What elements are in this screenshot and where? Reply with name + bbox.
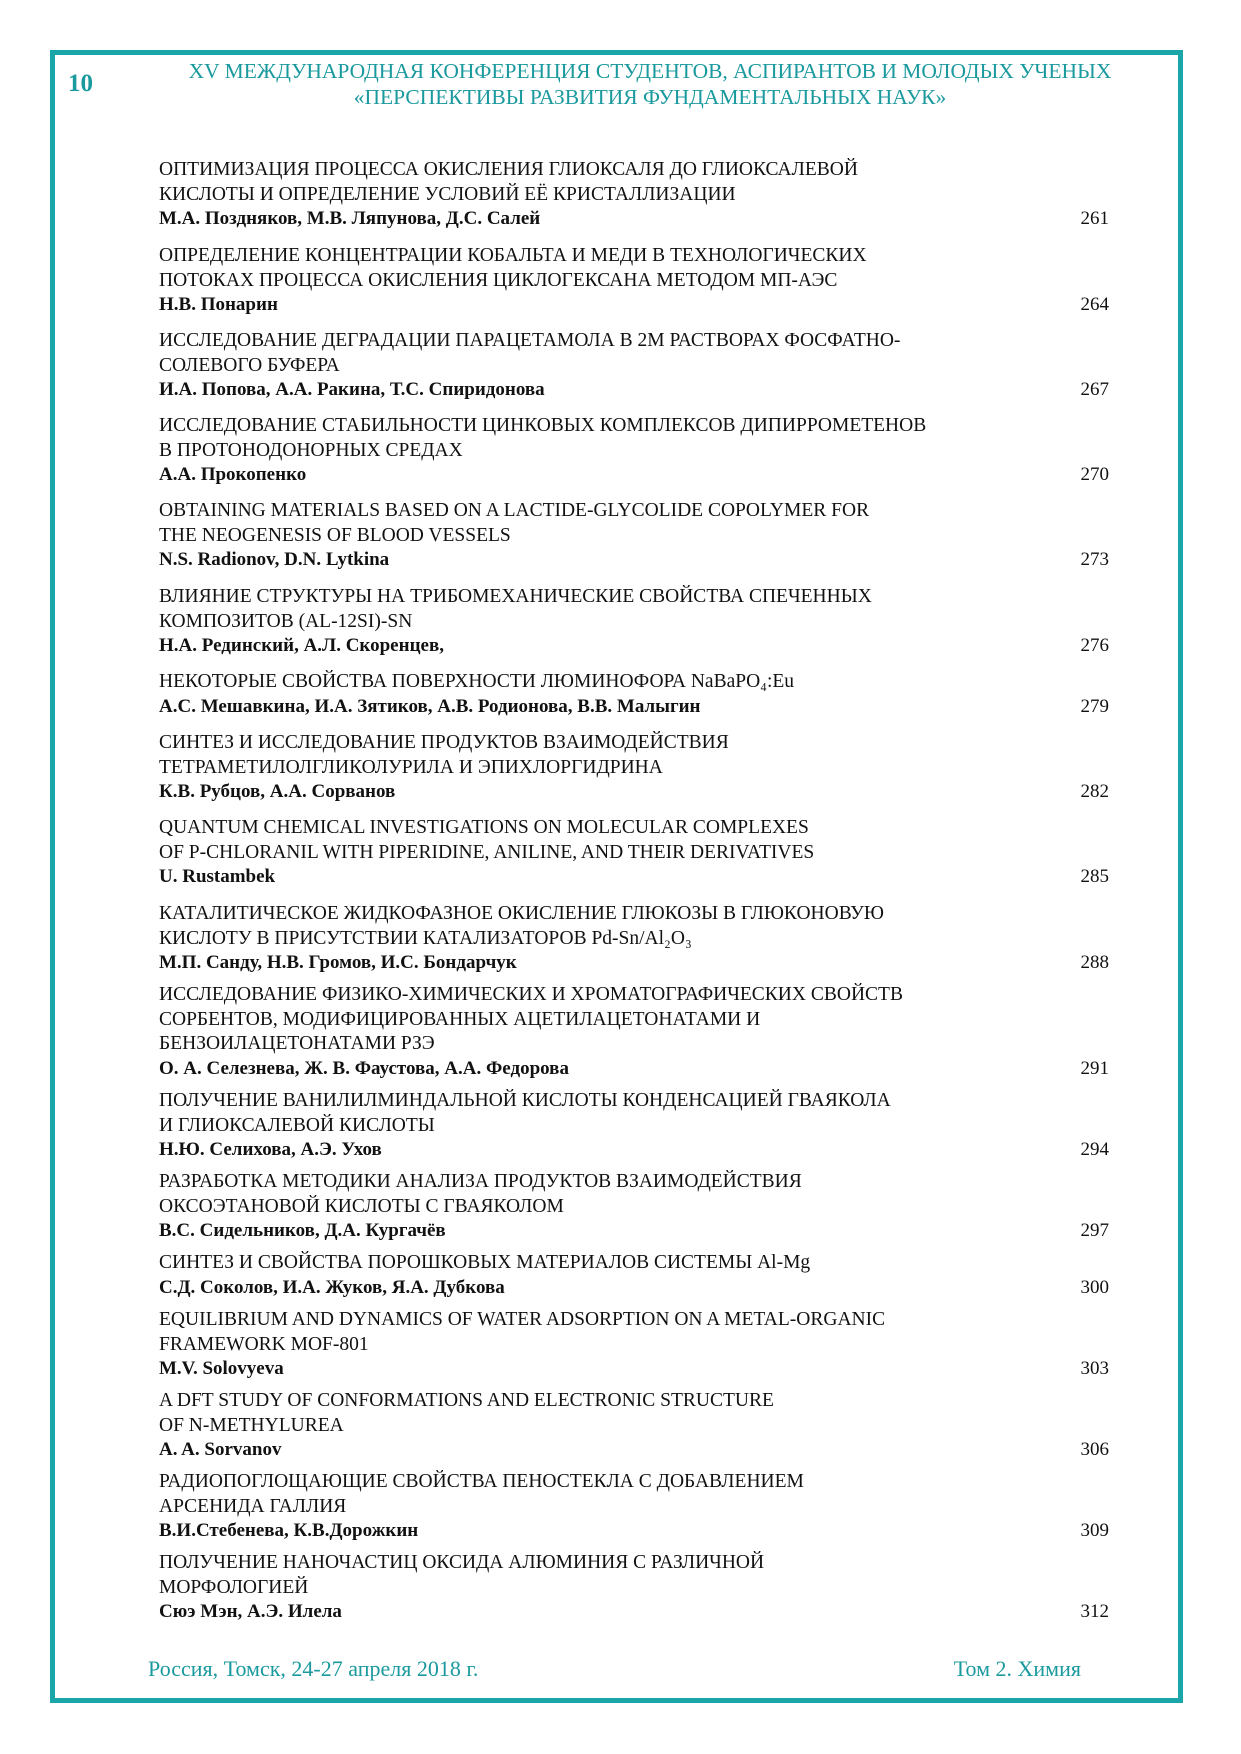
toc-entry bbox=[159, 1551, 1109, 1624]
conference-header bbox=[130, 58, 1170, 110]
entry-authors: В.И.Стебенева, К.В.Дорожкин bbox=[159, 1520, 419, 1541]
entry-page-number: 264 bbox=[1080, 294, 1109, 315]
toc-entry bbox=[159, 1470, 1109, 1543]
entry-page-number: 294 bbox=[1080, 1139, 1109, 1160]
entry-authors: И.А. Попова, А.А. Ракина, Т.С. Спиридонова bbox=[159, 379, 545, 400]
entry-title-line: В ПРОТОНОДОНОРНЫХ СРЕДАХ bbox=[159, 439, 463, 461]
entry-title-line: РАДИОПОГЛОЩАЮЩИЕ СВОЙСТВА ПЕНОСТЕКЛА С ДОБАВЛЕНИЕМ bbox=[159, 1471, 804, 1492]
entry-title-line: ИССЛЕДОВАНИЕ ДЕГРАДАЦИИ ПАРАЦЕТАМОЛА В 2М РАСТВОРАХ ФОСФАТНО- bbox=[159, 330, 901, 351]
entry-authors: К.В. Рубцов, А.А. Сорванов bbox=[159, 781, 396, 802]
entry-authors: М.А. Поздняков, М.В. Ляпунова, Д.С. Салей bbox=[159, 208, 541, 229]
entry-page-number: 288 bbox=[1080, 952, 1109, 973]
entry-authors: С.Д. Соколов, И.А. Жуков, Я.А. Дубкова bbox=[159, 1276, 505, 1298]
entry-title-line: ПОЛУЧЕНИЕ НАНОЧАСТИЦ ОКСИДА АЛЮМИНИЯ С РАЗЛИЧНОЙ bbox=[159, 1552, 765, 1573]
entry-title-line: EQUILIBRIUM AND DYNAMICS OF WATER ADSORPTION ON A METAL-ORGANIC bbox=[159, 1309, 886, 1330]
toc-entry bbox=[159, 902, 1109, 975]
entry-title-line: АРСЕНИДА ГАЛЛИЯ bbox=[159, 1495, 347, 1517]
entry-title-line: A DFT STUDY OF CONFORMATIONS AND ELECTRONIC STRUCTURE bbox=[159, 1390, 774, 1411]
toc-entry bbox=[159, 1089, 1109, 1162]
header-line-1: XV МЕЖДУНАРОДНАЯ КОНФЕРЕНЦИЯ СТУДЕНТОВ, АСПИРАНТОВ И МОЛОДЫХ УЧЕНЫХ bbox=[188, 59, 1112, 83]
entry-page-number: 282 bbox=[1080, 781, 1109, 802]
entry-page-number: 291 bbox=[1080, 1057, 1109, 1079]
entry-page-number: 312 bbox=[1080, 1601, 1109, 1622]
entry-title-line: ИССЛЕДОВАНИЕ ФИЗИКО-ХИМИЧЕСКИХ И ХРОМАТОГРАФИЧЕСКИХ СВОЙСТВ bbox=[159, 984, 903, 1005]
toc-entry bbox=[159, 816, 1109, 889]
entry-authors: Н.Ю. Селихова, А.Э. Ухов bbox=[159, 1139, 382, 1160]
toc-entry bbox=[159, 983, 1109, 1081]
entry-page-number: 267 bbox=[1080, 379, 1109, 400]
footer-location: Россия, Томск, 24-27 апреля 2018 г. bbox=[148, 1656, 479, 1681]
entry-title-line: НЕКОТОРЫЕ СВОЙСТВА ПОВЕРХНОСТИ ЛЮМИНОФОРА NaBaPO₄:Eu bbox=[159, 671, 795, 692]
toc-entry bbox=[159, 1251, 1109, 1300]
toc-entry bbox=[159, 585, 1109, 658]
entry-title-line: И ГЛИОКСАЛЕВОЙ КИСЛОТЫ bbox=[159, 1114, 435, 1136]
entry-title-line: THE NEOGENESIS OF BLOOD VESSELS bbox=[159, 524, 511, 546]
entry-page-number: 303 bbox=[1080, 1358, 1109, 1379]
entry-page-number: 300 bbox=[1080, 1276, 1109, 1298]
entry-authors: A. A. Sorvanov bbox=[159, 1439, 282, 1460]
entry-title-line: СИНТЕЗ И ИССЛЕДОВАНИЕ ПРОДУКТОВ ВЗАИМОДЕЙСТВИЯ bbox=[159, 732, 729, 753]
footer-volume: Том 2. Химия bbox=[953, 1656, 1081, 1681]
page-number: 10 bbox=[68, 70, 93, 97]
entry-authors: М.П. Санду, Н.В. Громов, И.С. Бондарчук bbox=[159, 952, 517, 973]
entry-title-line: КОМПОЗИТОВ (AL-12SI)-SN bbox=[159, 610, 413, 632]
entry-authors: U. Rustambek bbox=[159, 866, 276, 887]
entry-title-line: СИНТЕЗ И СВОЙСТВА ПОРОШКОВЫХ МАТЕРИАЛОВ СИСТЕМЫ Al-Mg bbox=[159, 1252, 811, 1273]
entry-title-line: QUANTUM CHEMICAL INVESTIGATIONS ON MOLECULAR COMPLEXES bbox=[159, 817, 809, 838]
entry-title-line: ОКСОЭТАНОВОЙ КИСЛОТЫ С ГВАЯКОЛОМ bbox=[159, 1195, 564, 1217]
entry-page-number: 297 bbox=[1080, 1220, 1109, 1241]
entry-authors: А.С. Мешавкина, И.А. Зятиков, А.В. Родионова, В.В. Малыгин bbox=[159, 695, 701, 717]
toc-entry bbox=[159, 414, 1109, 487]
entry-title-line: ОПТИМИЗАЦИЯ ПРОЦЕССА ОКИСЛЕНИЯ ГЛИОКСАЛЯ ДО ГЛИОКСАЛЕВОЙ bbox=[159, 159, 858, 180]
entry-title-line: КИСЛОТУ В ПРИСУТСТВИИ КАТАЛИЗАТОРОВ Pd-Sn/Al₂O₃ bbox=[159, 927, 692, 949]
toc-entry bbox=[159, 158, 1109, 231]
toc-entry bbox=[159, 1170, 1109, 1243]
entry-title-line: КИСЛОТЫ И ОПРЕДЕЛЕНИЕ УСЛОВИЙ ЕЁ КРИСТАЛЛИЗАЦИИ bbox=[159, 183, 736, 205]
toc-entry bbox=[159, 244, 1109, 317]
entry-title-line: КАТАЛИТИЧЕСКОЕ ЖИДКОФАЗНОЕ ОКИСЛЕНИЕ ГЛЮКОЗЫ В ГЛЮКОНОВУЮ bbox=[159, 903, 884, 924]
entry-page-number: 273 bbox=[1080, 549, 1109, 570]
entry-authors: В.С. Сидельников, Д.А. Кургачёв bbox=[159, 1220, 446, 1241]
entry-authors: А.А. Прокопенко bbox=[159, 464, 307, 485]
entry-title-line: БЕНЗОИЛАЦЕТОНАТАМИ РЗЭ bbox=[159, 1033, 435, 1054]
entry-title-line: FRAMEWORK MOF-801 bbox=[159, 1333, 369, 1355]
entry-title-line: РАЗРАБОТКА МЕТОДИКИ АНАЛИЗА ПРОДУКТОВ ВЗАИМОДЕЙСТВИЯ bbox=[159, 1171, 802, 1192]
entry-title-line: OF N-METHYLUREA bbox=[159, 1414, 344, 1436]
toc-entry bbox=[159, 731, 1109, 804]
entry-authors: N.S. Radionov, D.N. Lytkina bbox=[159, 549, 390, 570]
entry-authors: О. А. Селезнева, Ж. В. Фаустова, А.А. Федорова bbox=[159, 1057, 569, 1079]
toc-entry bbox=[159, 499, 1109, 572]
entry-title-line: ПОТОКАХ ПРОЦЕССА ОКИСЛЕНИЯ ЦИКЛОГЕКСАНА МЕТОДОМ МП-АЭС bbox=[159, 269, 838, 291]
entry-page-number: 270 bbox=[1080, 464, 1109, 485]
toc-entry bbox=[159, 670, 1109, 719]
entry-page-number: 285 bbox=[1080, 866, 1109, 887]
toc-entry bbox=[159, 1308, 1109, 1381]
entry-page-number: 261 bbox=[1080, 208, 1109, 229]
entry-authors: Н.В. Понарин bbox=[159, 294, 278, 315]
entry-title-line: ТЕТРАМЕТИЛОЛГЛИКОЛУРИЛА И ЭПИХЛОРГИДРИНА bbox=[159, 756, 663, 778]
entry-authors: Сюэ Мэн, А.Э. Илела bbox=[159, 1601, 342, 1622]
entry-authors: Н.А. Рединский, А.Л. Скоренцев, bbox=[159, 635, 444, 656]
entry-page-number: 279 bbox=[1080, 695, 1109, 717]
entry-page-number: 306 bbox=[1080, 1439, 1109, 1460]
entry-authors: M.V. Solovyeva bbox=[159, 1358, 284, 1379]
entry-title-line: ПОЛУЧЕНИЕ ВАНИЛИЛМИНДАЛЬНОЙ КИСЛОТЫ КОНДЕНСАЦИЕЙ ГВАЯКОЛА bbox=[159, 1090, 891, 1111]
entry-title-line: МОРФОЛОГИЕЙ bbox=[159, 1576, 309, 1598]
entry-title-line: OBTAINING MATERIALS BASED ON A LACTIDE-GLYCOLIDE COPOLYMER FOR bbox=[159, 500, 870, 521]
toc-entry bbox=[159, 1389, 1109, 1462]
entry-title-line: ВЛИЯНИЕ СТРУКТУРЫ НА ТРИБОМЕХАНИЧЕСКИЕ СВОЙСТВА СПЕЧЕННЫХ bbox=[159, 586, 872, 607]
entry-page-number: 309 bbox=[1080, 1520, 1109, 1541]
entry-title-line: ОПРЕДЕЛЕНИЕ КОНЦЕНТРАЦИИ КОБАЛЬТА И МЕДИ В ТЕХНОЛОГИЧЕСКИХ bbox=[159, 245, 867, 266]
header-line-2: «ПЕРСПЕКТИВЫ РАЗВИТИЯ ФУНДАМЕНТАЛЬНЫХ НАУК» bbox=[353, 85, 947, 109]
entry-title-line: OF P-CHLORANIL WITH PIPERIDINE, ANILINE, AND THEIR DERIVATIVES bbox=[159, 841, 815, 863]
toc-entry bbox=[159, 329, 1109, 402]
entry-title-line: СОРБЕНТОВ, МОДИФИЦИРОВАННЫХ АЦЕТИЛАЦЕТОНАТАМИ И bbox=[159, 1008, 761, 1030]
entry-title-line: ИССЛЕДОВАНИЕ СТАБИЛЬНОСТИ ЦИНКОВЫХ КОМПЛЕКСОВ ДИПИРРОМЕТЕНОВ bbox=[159, 415, 927, 436]
entry-title-line: СОЛЕВОГО БУФЕРА bbox=[159, 354, 340, 376]
entry-page-number: 276 bbox=[1080, 635, 1109, 656]
